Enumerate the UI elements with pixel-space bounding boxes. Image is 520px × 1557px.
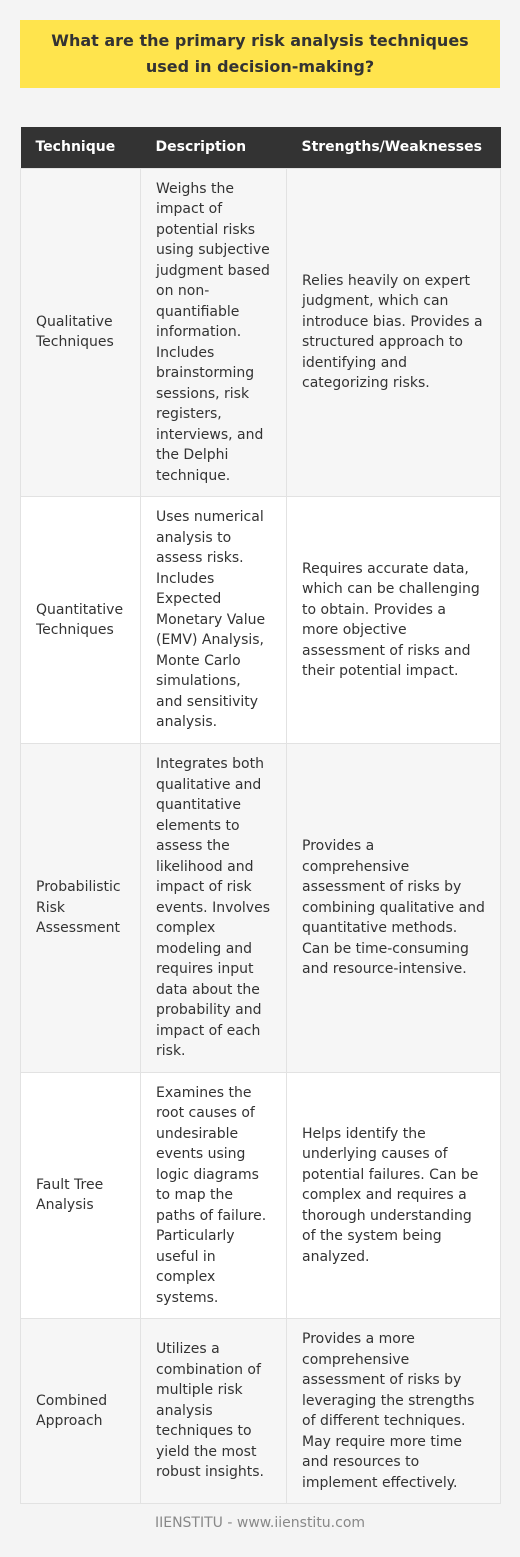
technique-cell: Quantitative Techniques [21,497,141,744]
column-header-strengths-weaknesses: Strengths/Weaknesses [287,127,501,168]
description-cell: Utilizes a combination of multiple risk analysis techniques to yield the most robust insights. [141,1319,287,1504]
strengths-cell: Provides a comprehensive assessment of risks by combining qualitative and quantitative methods. Can be time-consuming and resource-intensive. [287,744,501,1073]
description-cell: Uses numerical analysis to assess risks. Includes Expected Monetary Value (EMV) Analysis, Monte Carlo simulations, and sensitivity analysis. [141,497,287,744]
description-cell: Weighs the impact of potential risks using subjective judgment based on non-quantifiable information. Includes brainstorming sessions, risk registers, interviews, and the Delphi technique. [141,168,287,497]
footer-credit: IIENSTITU - www.iienstitu.com [154,1515,366,1531]
strengths-cell: Provides a more comprehensive assessment of risks by leveraging the strengths of different techniques. May require more time and resources to implement effectively. [287,1319,501,1504]
strengths-cell: Helps identify the underlying causes of potential failures. Can be complex and requires a thorough understanding of the system being analyzed. [287,1072,501,1319]
description-cell: Integrates both qualitative and quantitative elements to assess the likelihood and impact of risk events. Involves complex modeling and requires input data about the probability and impact of each risk. [141,744,287,1073]
page-title: What are the primary risk analysis techniques used in decision-making? [20,20,500,88]
table-row [21,1072,501,1319]
technique-cell: Combined Approach [21,1319,141,1504]
strengths-cell: Relies heavily on expert judgment, which can introduce bias. Provides a structured approach to identifying and categorizing risks. [287,168,501,497]
table-row [21,168,501,497]
technique-cell: Fault Tree Analysis [21,1072,141,1319]
description-cell: Examines the root causes of undesirable events using logic diagrams to map the paths of failure. Particularly useful in complex systems. [141,1072,287,1319]
table-header-row [21,127,501,168]
strengths-cell: Requires accurate data, which can be challenging to obtain. Provides a more objective assessment of risks and their potential impact. [287,497,501,744]
table-row [21,744,501,1073]
column-header-description: Description [141,127,287,168]
column-header-technique: Technique [21,127,141,168]
technique-cell: Probabilistic Risk Assessment [21,744,141,1073]
table-row [21,497,501,744]
technique-cell: Qualitative Techniques [21,168,141,497]
table-row [21,1319,501,1504]
risk-techniques-table [20,127,501,1504]
